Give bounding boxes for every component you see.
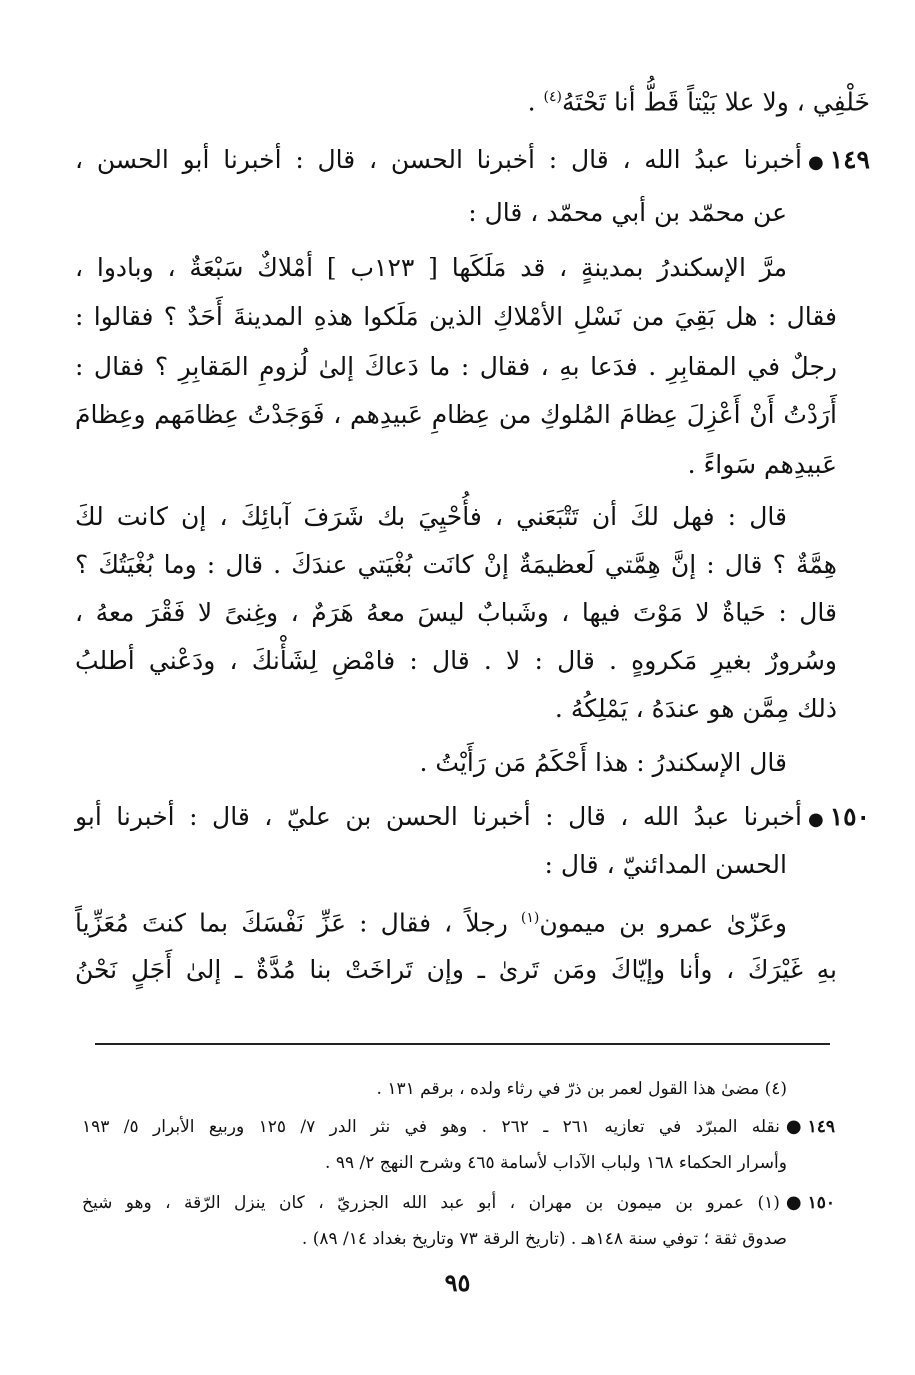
line-text: خَلْفِي ، ولا علا بَيْتاً قَطُّ أنا تَحْتَهُ (562, 87, 870, 117)
line-text: قال : فهل لكَ أن تَتْبَعَني ، فأُحْيِيَ بك شَرَفَ آبائِكَ ، إن كانت لكَ (75, 502, 787, 531)
bullet-icon: ● (785, 1116, 802, 1137)
text-line (75, 945, 837, 995)
text-line (555, 684, 837, 734)
footnote-text: وأسرار الحكماء ١٦٨ ولباب الآداب لأسامة ٤٦٥ وشرح النهج ٢/ ٩٩ . (325, 1153, 787, 1173)
text-line (75, 492, 787, 542)
text-line (75, 588, 837, 638)
text-line (75, 390, 837, 440)
line-text: رجلاً ، فقال : عَزِّ نَفْسَكَ بما كنتَ مُعَزِّياً (75, 908, 508, 938)
text-line (545, 840, 787, 890)
footnote-text: صدوق ثقة ؛ توفي سنة ١٤٨هـ . (تاريخ الرقة ٧٣ وتاريخ بغداد ١٤/ ٨٩) . (301, 1229, 787, 1249)
text-line (75, 243, 787, 293)
entry-number-149: ١٤٩ (829, 145, 870, 174)
line-text: أَرَدْتُ أَنْ أَعْزِلَ عِظامَ المُلوكِ من عِظامِ عَبيدِهم ، فَوَجَدْتُ عِظامَهم وعِظامَ (75, 400, 837, 429)
footnote-text: نقله المبرّد في تعازيه ٢٦١ ـ ٢٦٢ . وهو في نثر الدر ٧/ ١٢٥ وربيع الأبرار ٥/ ١٩٣ (82, 1117, 780, 1137)
footnote-divider (95, 1043, 830, 1045)
bullet-icon: ● (785, 1192, 802, 1213)
footnote-149 (82, 1110, 835, 1144)
line-text: قال : حَياةٌ لا مَوْتَ فيها ، وشَبابٌ ليسَ معهُ هَرَمٌ ، وغِنىً لا فَقْرَ معهُ ، (75, 598, 837, 627)
text-line (75, 636, 837, 686)
entry-number-150: ١٥٠ (829, 802, 870, 831)
line-text: أخبرنا عبدُ الله ، قال : أخبرنا الحسن ، قال : أخبرنا أبو الحسن ، (75, 145, 802, 174)
page-number: ٩٥ (444, 1268, 471, 1297)
line-text: فقال : هل بَقِيَ من نَسْلِ الأمْلاكِ الذين مَلَكوا هذهِ المدينةَ أَحَدٌ ؟ فقالوا : (75, 302, 837, 331)
line-text: عَبيدِهم سَواءً . (687, 450, 837, 479)
line-text: الحسن المدائنيّ ، قال : (544, 850, 787, 879)
text-line (468, 188, 787, 238)
line-text: مرَّ الإسكندرُ بمدينةٍ ، قد مَلَكَها [ ١٢٣ب ] أمْلاكٌ سَبْعَةٌ ، وبادوا ، (75, 253, 787, 282)
text-line (75, 342, 837, 392)
text-line (688, 440, 837, 490)
line-text: بهِ غَيْرَكَ ، وأنا وإيّاكَ ومَن تَرىٰ ـ وإن تَراخَتْ بنا مُدَّةٌ ـ إلىٰ أَجَلٍ نَحْنُ (75, 955, 837, 984)
footnote-ref-4: (٤) (543, 89, 563, 105)
footnote-150 (82, 1186, 835, 1220)
text-line (528, 72, 870, 122)
line-text: وعَزّىٰ عمرو بن ميمون (539, 908, 787, 938)
text-line (75, 540, 837, 590)
entry-149-line (75, 135, 870, 185)
line-text: ذلك مِمَّن هو عندَهُ ، يَمْلِكُهُ . (554, 694, 837, 723)
line-text: وسُرورٌ بغيرِ مَكروهٍ . قال : لا . قال : فامْضِ لِشَأْنكَ ، ودَعْني أطلبُ (75, 646, 837, 675)
entry-150-line (75, 792, 870, 842)
footnote-text: (١) عمرو بن ميمون بن مهران ، أبو عبد الله الجزريّ ، كان ينزل الرّقة ، وهو شيخ (82, 1193, 780, 1213)
footnote-number-150: ١٥٠ (807, 1193, 835, 1213)
text-line (420, 738, 787, 788)
footnote-ref-1: (١) (520, 910, 540, 926)
line-text: رجلٌ في المقابِرِ . فدَعا بهِ ، فقال : ما دَعاكَ إلىٰ لُزومِ المَقابِرِ ؟ فقال : (75, 352, 837, 381)
footnote-149-cont (325, 1146, 787, 1180)
line-text: أخبرنا عبدُ الله ، قال : أخبرنا الحسن بن عليّ ، قال : أخبرنا أبو (75, 802, 802, 831)
bullet-icon: ● (807, 809, 824, 830)
line-text: هِمَّةٌ ؟ قال : إنَّ هِمَّتي لَعظيمَةٌ إنْ كانَت بُغْيَتي عندَكَ . قال : وما بُغْيَتُكَ ؟ (75, 550, 837, 579)
line-text: عن محمّد بن أبي محمّد ، قال : (468, 198, 787, 227)
line-text: قال الإسكندرُ : هذا أَحْكَمُ مَن رَأَيْتُ . (419, 748, 787, 777)
footnote-4 (377, 1072, 787, 1106)
footnote-150-cont (302, 1222, 787, 1256)
line-end: . (527, 87, 544, 117)
text-line (75, 292, 837, 342)
footnote-text: (٤) مضىٰ هذا القول لعمر بن ذرّ في رثاء ولده ، برقم ١٣١ . (376, 1079, 787, 1099)
footnote-number-149: ١٤٩ (807, 1117, 835, 1137)
bullet-icon: ● (807, 152, 824, 173)
text-line (75, 893, 787, 943)
